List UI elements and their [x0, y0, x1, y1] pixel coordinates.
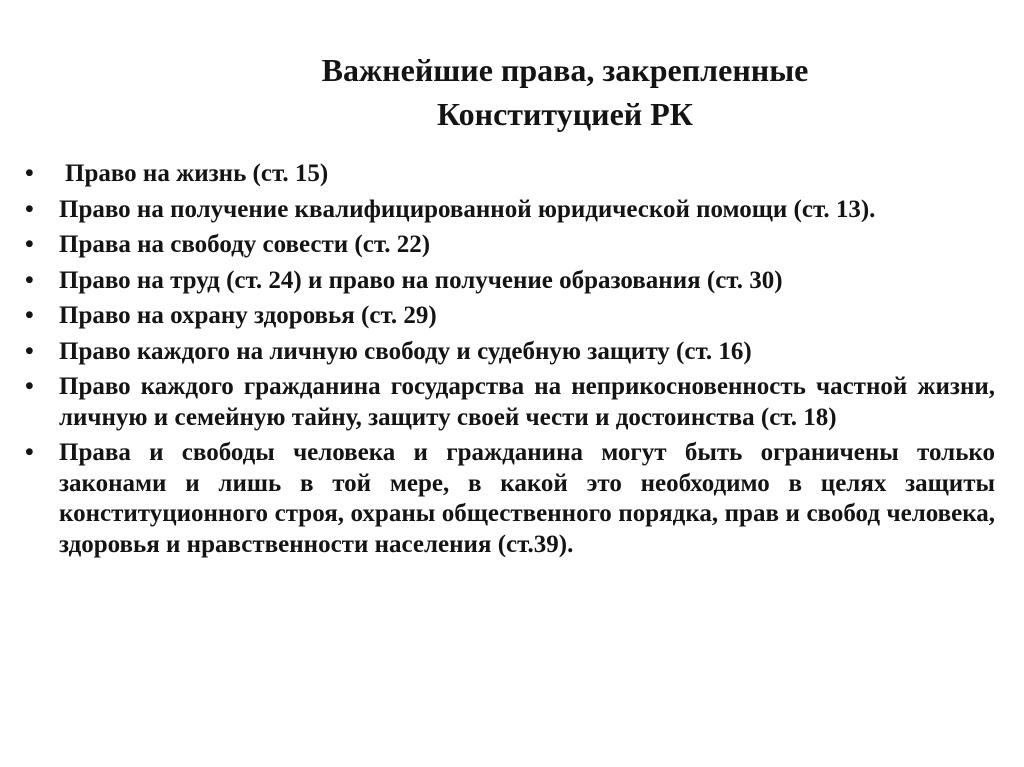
bullet-icon: • — [25, 195, 34, 223]
bullet-icon: • — [25, 337, 34, 365]
list-item-text: Право каждого на личную свободу и судебную защиту (ст. 16) — [59, 337, 752, 365]
list-item — [25, 230, 995, 261]
list-item — [25, 301, 995, 332]
bullet-icon: • — [25, 302, 34, 329]
list-item-text: Права и свободы человека и гражданина могут быть ограничены только законами и лишь в той мере, в какой это необходимо в целях защиты конституционного строя, охраны общественного порядка, прав и свобод человека, здоровья и нравственности населения (ст.39). — [59, 439, 995, 558]
slide-title-line-2: Конституцией РК — [437, 96, 693, 132]
rights-list — [25, 159, 995, 565]
list-item-text: Право на получение квалифицированной юридической помощи (ст. 13). — [59, 195, 876, 223]
list-item-text: Право на жизнь (ст. 15) — [65, 160, 329, 187]
slide-title — [265, 48, 865, 136]
bullet-icon: • — [25, 160, 34, 187]
list-item-text: Право на труд (ст. 24) и право на получение образования (ст. 30) — [59, 266, 783, 294]
list-item — [25, 438, 995, 560]
list-item-text: Право каждого гражданина государства на неприкосновенность частной жизни, личную и семейную тайну, защиту своей чести и достоинства (ст. 18) — [59, 373, 995, 431]
bullet-icon: • — [25, 373, 34, 400]
list-item — [25, 337, 995, 368]
list-item — [25, 159, 995, 190]
bullet-icon: • — [25, 266, 34, 294]
list-item — [25, 372, 995, 433]
list-item-text: Права на свободу совести (ст. 22) — [59, 231, 431, 258]
list-item-text: Право на охрану здоровья (ст. 29) — [59, 302, 437, 329]
list-item — [25, 266, 995, 297]
bullet-icon: • — [25, 231, 34, 258]
bullet-icon: • — [25, 439, 34, 466]
list-item — [25, 195, 995, 226]
slide-title-line-1: Важнейшие права, закрепленные — [321, 52, 809, 88]
